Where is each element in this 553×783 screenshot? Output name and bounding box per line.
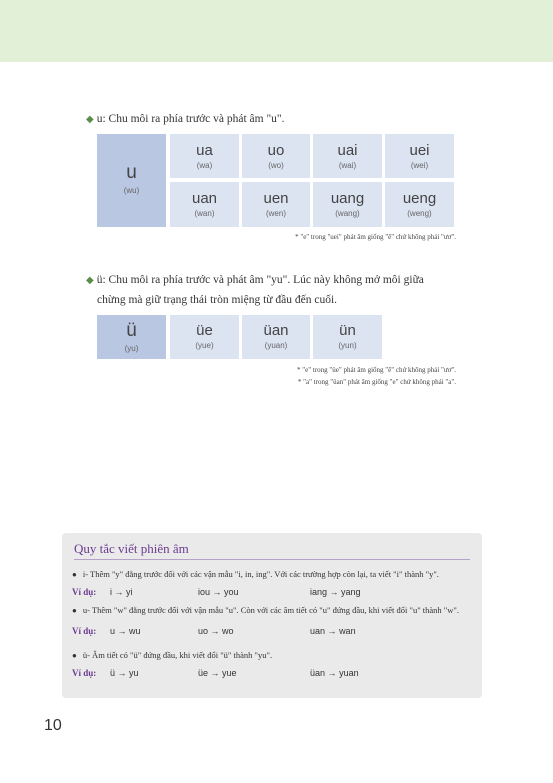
- rules-title: Quy tắc viết phiên âm: [74, 541, 189, 556]
- final-cell: uan (wan): [170, 182, 239, 227]
- example-label: Ví dụ:: [72, 587, 97, 597]
- example-v-3: üan → yuan: [310, 668, 359, 678]
- section-v-intro: ◆ ü: Chu môi ra phía trước và phát âm "yu". Lúc này không mở môi giữa: [86, 274, 424, 286]
- example-v-1: ü → yu: [110, 668, 139, 678]
- diamond-bullet-icon: ◆: [86, 114, 94, 125]
- header-band: [0, 0, 553, 62]
- final-cell: ua (wa): [170, 134, 239, 178]
- bullet-icon: ●: [72, 606, 77, 615]
- arrow-right-icon: →: [327, 626, 337, 636]
- arrow-right-icon: →: [210, 626, 220, 636]
- example-u-2: uo → wo: [198, 626, 234, 636]
- final-cell: uei (wei): [385, 134, 454, 178]
- rule-u: ● u- Thêm "w" đằng trước đối với vận mẫu "u". Còn với các âm tiết có "u" đứng đầu, khi viết đổi "u" thành "w".: [72, 605, 460, 615]
- bullet-icon: ●: [72, 570, 77, 579]
- example-label: Ví dụ:: [72, 626, 97, 636]
- example-v-2: üe → yue: [198, 668, 237, 678]
- arrow-right-icon: →: [117, 668, 127, 678]
- rule-v: ● ü- Âm tiết có "ü" đứng đầu, khi viết đổi "ü" thành "yu".: [72, 650, 273, 660]
- page-number: 10: [44, 717, 62, 734]
- final-cell: üe (yue): [170, 315, 239, 359]
- final-cell: ueng (weng): [385, 182, 454, 227]
- arrow-right-icon: →: [329, 587, 339, 597]
- final-cell: üan (yuan): [242, 315, 310, 359]
- example-label: Ví dụ:: [72, 668, 97, 678]
- arrow-right-icon: →: [212, 587, 222, 597]
- final-u-main: u (wu): [97, 134, 166, 227]
- example-u-1: u → wu: [110, 626, 141, 636]
- arrow-right-icon: →: [327, 668, 337, 678]
- rules-box: [62, 533, 482, 698]
- rule-i: ● i- Thêm "y" đằng trước đối với các vận mẫu "i, in, ing". Với các trường hợp còn lại, ta viết "i" thành "y".: [72, 569, 439, 579]
- example-i-2: iou → you: [198, 587, 239, 597]
- final-v-main: ü (yu): [97, 315, 166, 359]
- diamond-bullet-icon: ◆: [86, 275, 94, 286]
- example-i-3: iang → yang: [310, 587, 361, 597]
- bullet-icon: ●: [72, 651, 77, 660]
- section-v-intro-cont: chừng mà giữ trạng thái tròn miệng từ đầu đến cuối.: [97, 294, 338, 306]
- example-u-3: uan → wan: [310, 626, 356, 636]
- rules-divider: [74, 559, 470, 560]
- final-cell: uai (wai): [313, 134, 382, 178]
- arrow-right-icon: →: [117, 626, 127, 636]
- section-u-intro: ◆ u: Chu môi ra phía trước và phát âm "u".: [86, 113, 285, 125]
- arrow-right-icon: →: [210, 668, 220, 678]
- final-cell: uo (wo): [242, 134, 310, 178]
- arrow-right-icon: →: [114, 587, 124, 597]
- example-i-1: i → yi: [110, 587, 133, 597]
- section-v-note-2: * "a" trong "üan" phát âm giống "e" chứ không phải "a".: [297, 378, 456, 386]
- final-cell: uang (wang): [313, 182, 382, 227]
- section-u-note: * "e" trong "uei" phát âm giống "ê" chứ không phải "ươ".: [295, 233, 456, 241]
- final-cell: ün (yun): [313, 315, 382, 359]
- final-cell: uen (wen): [242, 182, 310, 227]
- section-v-note-1: * "e" trong "üe" phát âm giống "ê" chứ không phải "ươ".: [297, 366, 456, 374]
